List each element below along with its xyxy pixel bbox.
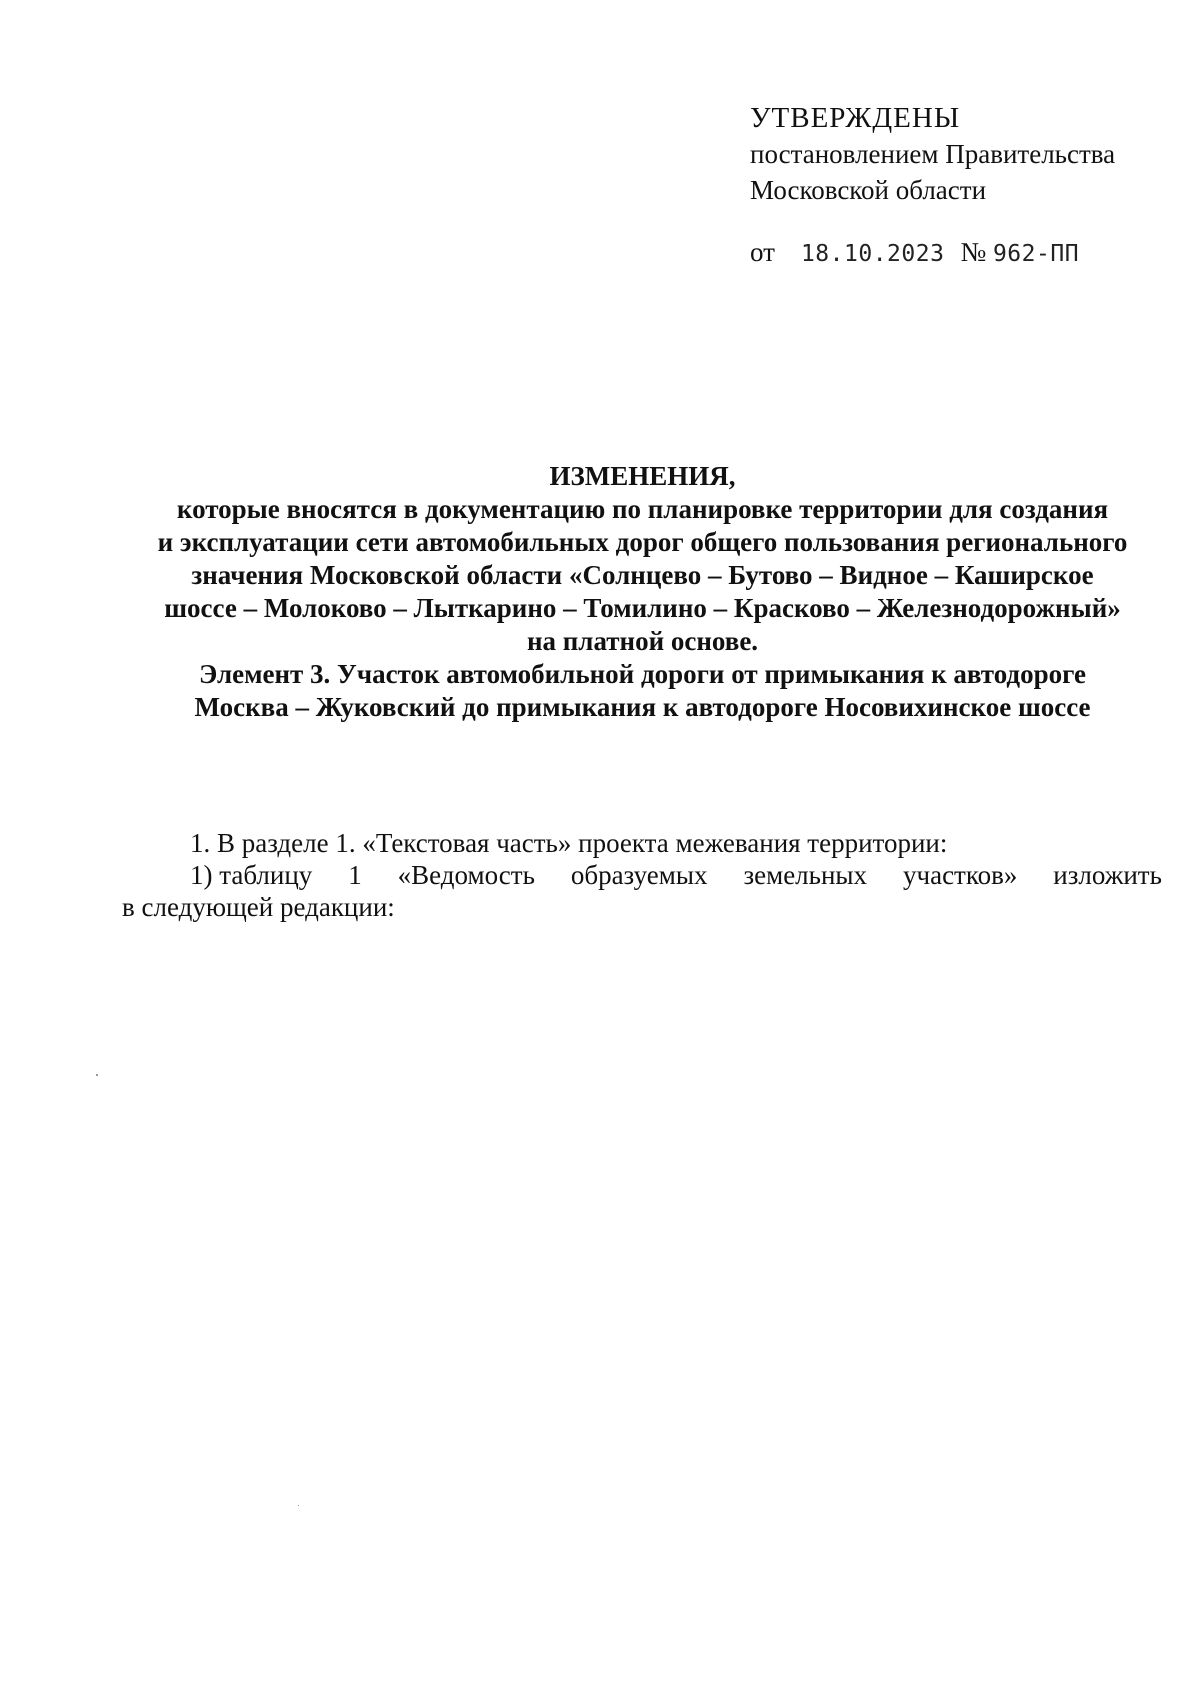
title-line: на платной основе. <box>526 626 759 656</box>
document-date: 18.10.2023 <box>800 241 945 267</box>
paragraph-2-word: земельных <box>743 860 868 890</box>
document-title <box>120 460 1165 724</box>
paragraph-1: 1. В разделе 1. «Текстовая часть» проекта межевания территории: <box>190 828 948 858</box>
title-line: шоссе – Молоково – Лыткарино – Томилино – Красково – Железнодорожный» <box>164 593 1121 623</box>
paragraph-2-word: 1 <box>348 860 362 890</box>
paragraph-2-word: изложить <box>1053 860 1162 890</box>
number-sign: № <box>960 237 987 267</box>
title-line: Элемент 3. Участок автомобильной дороги от примыкания к автодороге <box>199 659 1086 689</box>
paragraph-2-tail: в следующей редакции: <box>122 892 395 922</box>
document-number: 962-ПП <box>992 241 1080 267</box>
paragraph-2-word: «Ведомость <box>397 860 535 890</box>
title-line: и эксплуатации сети автомобильных дорог общего пользования регионального <box>157 527 1128 557</box>
title-line: которые вносятся в документацию по планировке территории для создания <box>176 494 1109 524</box>
document-body <box>122 827 1162 923</box>
scan-speck <box>298 1505 299 1506</box>
approval-line-1: постановлением Правительства <box>750 139 1116 169</box>
title-heading: ИЗМЕНЕНИЯ, <box>549 461 736 491</box>
approval-stamp: УТВЕРЖДЕНЫ <box>750 102 961 134</box>
paragraph-2-word: 1) таблицу <box>190 860 313 890</box>
title-line: значения Московской области «Солнцево – Бутово – Видное – Каширское <box>191 560 1094 590</box>
scan-speck <box>96 1074 98 1076</box>
approval-block <box>750 100 1115 208</box>
date-prefix: от <box>750 237 775 267</box>
paragraph-2-word: образуемых <box>570 860 708 890</box>
approval-date-line <box>750 237 1079 268</box>
paragraph-2-word: участков» <box>903 860 1018 890</box>
paragraph-2-first-line <box>122 859 1162 891</box>
approval-line-2: Московской области <box>750 175 987 205</box>
title-line: Москва – Жуковский до примыкания к автодороге Носовихинское шоссе <box>194 692 1091 722</box>
